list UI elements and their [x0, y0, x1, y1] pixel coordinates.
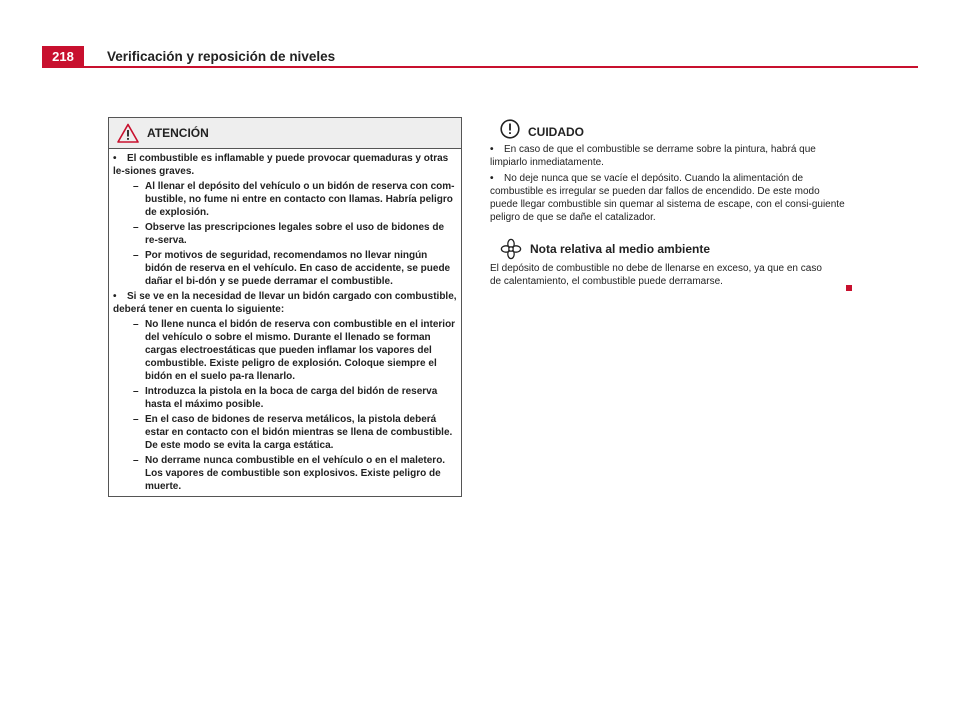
warning-subitem-text: Por motivos de seguridad, recomendamos no llevar ningún bidón de reserva en el vehículo. En caso de accidente, se puede dañar el bi-dón y se puede derramar el combustible. — [145, 250, 451, 287]
warning-subitem: – Por motivos de seguridad, recomendamos no llevar ningún bidón de reserva en el vehículo. En caso de accidente, se puede dañar el bi-dón y se puede derramar el combustible. — [133, 250, 451, 287]
warning-subitem: – Al llenar el depósito del vehículo o un bidón de reserva con com-bustible, no fume ni entre en contacto con llamas. Habría peligro de explosión. — [133, 181, 455, 218]
warning-subitem: – Introduzca la pistola en la boca de carga del bidón de reserva hasta el máximo posible. — [133, 386, 438, 410]
warning-subitem: – No derrame nunca combustible en el vehículo o en el maletero. Los vapores de combustible son explosivos. Existe peligro de muerte. — [133, 455, 446, 492]
warning-subitem-text: Introduzca la pistola en la boca de carga del bidón de reserva hasta el máximo posible. — [145, 386, 438, 410]
warning-triangle-icon — [117, 123, 139, 143]
section-end-marker — [846, 285, 852, 291]
warning-header — [109, 118, 461, 149]
environment-flower-icon — [500, 238, 522, 260]
caution-title: CUIDADO — [528, 125, 584, 139]
caution-item: • No deje nunca que se vacíe el depósito. Cuando la alimentación de combustible es irregular se pueden dar fallos de encendido. De este modo puede llegar combustible sin quemar al sistema de escape, con el consi-guiente peligro de que se dañe el catalizador. — [490, 173, 845, 223]
warning-title: ATENCIÓN — [147, 126, 209, 140]
warning-subitem-text: No derrame nunca combustible en el vehículo o en el maletero. Los vapores de combustible son explosivos. Existe peligro de muerte. — [145, 455, 446, 492]
warning-subitem-text: Al llenar el depósito del vehículo o un bidón de reserva con com-bustible, no fume ni entre en contacto con llamas. Habría peligro de explosión. — [145, 181, 455, 218]
warning-bullet-text: El combustible es inflamable y puede provocar quemaduras y otras le-siones graves. — [113, 153, 449, 177]
header-rule — [84, 66, 918, 68]
environment-header — [490, 238, 850, 260]
warning-subitem: – No llene nunca el bidón de reserva con combustible en el interior del vehículo o sobre el mismo. Durante el llenado se forman cargas electroestáticas que pueden inflamar los vapores del combustible. Existe peligro de explosión. Coloque siempre el bidón en el suelo pa-ra llenarlo. — [133, 319, 456, 382]
caution-body — [490, 143, 850, 224]
caution-item-text: En caso de que el combustible se derrame sobre la pintura, habrá que limpiarlo inmediatamente. — [490, 144, 816, 168]
warning-bullet: • El combustible es inflamable y puede provocar quemaduras y otras le-siones graves. — [113, 153, 449, 177]
warning-bullet-text: Si se ve en la necesidad de llevar un bidón cargado con combustible, deberá tener en cuenta lo siguiente: — [113, 291, 457, 315]
caution-header — [490, 117, 850, 139]
caution-item: • En caso de que el combustible se derrame sobre la pintura, habrá que limpiarlo inmediatamente. — [490, 144, 816, 168]
environment-title: Nota relativa al medio ambiente — [530, 242, 711, 256]
warning-bullet: • Si se ve en la necesidad de llevar un bidón cargado con combustible, deberá tener en cuenta lo siguiente: — [113, 291, 457, 315]
caution-item-text: No deje nunca que se vacíe el depósito. Cuando la alimentación de combustible es irregular se pueden dar fallos de encendido. De este modo puede llegar combustible sin quemar al sistema de escape, con el consi-guiente peligro de que se dañe el catalizador. — [490, 173, 845, 223]
warning-subitem-text: Observe las prescripciones legales sobre el uso de bidones de re-serva. — [145, 222, 445, 246]
exclamation-circle-icon — [500, 119, 520, 139]
warning-body — [109, 149, 461, 493]
warning-subitem: – En el caso de bidones de reserva metálicos, la pistola deberá estar en contacto con el bidón mientras se llena de combustible. De este modo se evita la carga estática. — [133, 414, 453, 451]
page-header — [0, 0, 960, 70]
page-number: 218 — [42, 46, 84, 68]
environment-text: El depósito de combustible no debe de llenarse en exceso, ya que en caso de calentamiento, el combustible puede derramarse. — [490, 263, 822, 287]
warning-subitem-text: En el caso de bidones de reserva metálicos, la pistola deberá estar en contacto con el bidón mientras se llena de combustible. De este modo se evita la carga estática. — [145, 414, 453, 451]
page-title: Verificación y reposición de niveles — [107, 49, 336, 64]
right-column — [490, 117, 850, 288]
warning-subitem: – Observe las prescripciones legales sobre el uso de bidones de re-serva. — [133, 222, 445, 246]
warning-box — [108, 117, 462, 497]
warning-subitem-text: No llene nunca el bidón de reserva con combustible en el interior del vehículo o sobre el mismo. Durante el llenado se forman cargas electroestáticas que pueden inflamar los vapores del combustible. Existe peligro de explosión. Coloque siempre el bidón en el suelo pa-ra llenarlo. — [145, 319, 456, 382]
